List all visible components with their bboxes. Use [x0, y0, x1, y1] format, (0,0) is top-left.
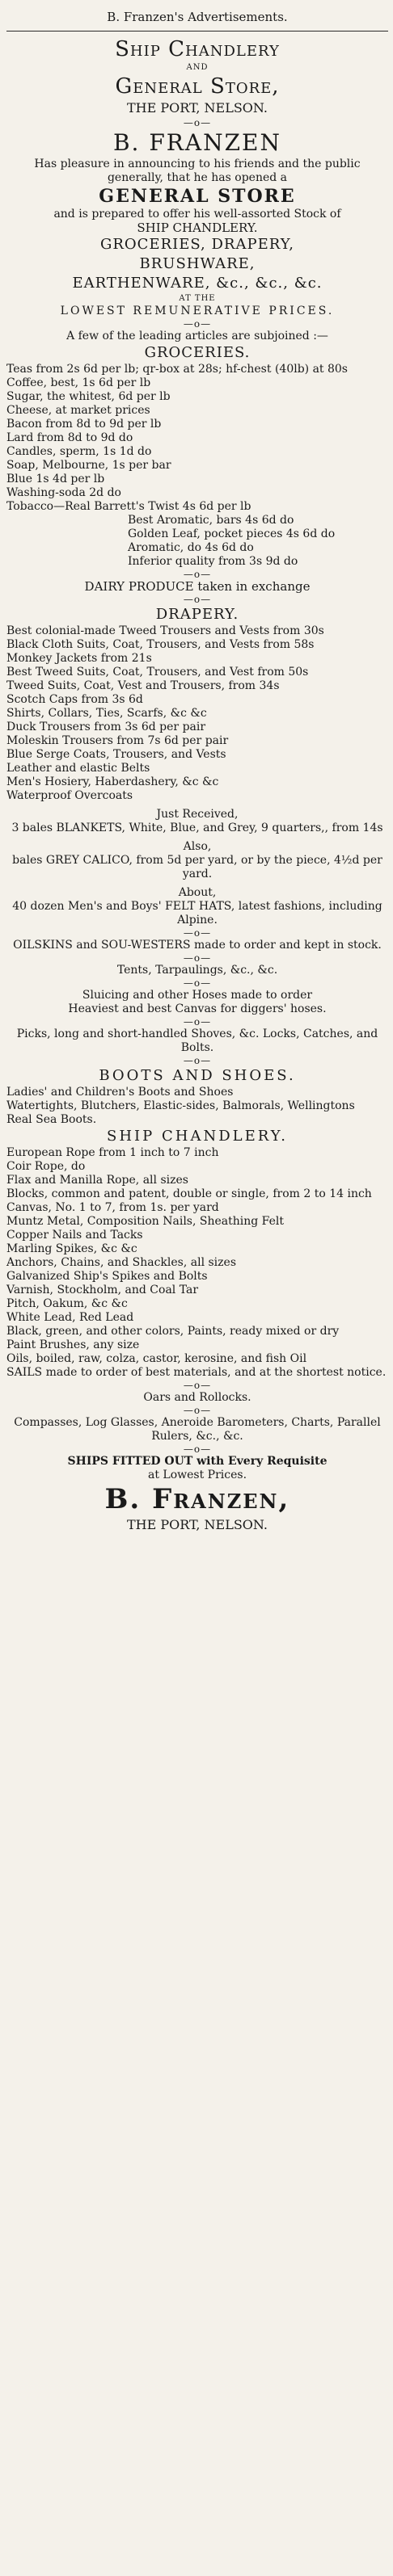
list-item: Monkey Jackets from 21s: [6, 652, 152, 665]
canvas-line: Heaviest and best Canvas for diggers' hoses.: [68, 1002, 327, 1015]
list-item: Waterproof Overcoats: [6, 789, 133, 802]
separator: —o—: [183, 318, 212, 330]
masthead-ship-chandlery: Ship Chandlery: [115, 37, 280, 61]
list-item: Marling Spikes, &c &c: [6, 1242, 137, 1255]
list-item: Shirts, Collars, Ties, Scarfs, &c &c: [6, 707, 207, 720]
list-item: Varnish, Stockholm, and Coal Tar: [6, 1284, 199, 1296]
list-item: Duck Trousers from 3s 6d per pair: [6, 721, 206, 733]
list-item: Soap, Melbourne, 1s per bar: [6, 459, 171, 472]
stock-intro: and is prepared to offer his well-assorted Stock of: [53, 208, 341, 221]
list-item: Coir Rope, do: [6, 1160, 86, 1173]
categories-line-1: GROCERIES, DRAPERY,: [99, 236, 295, 253]
sails-line: SAILS made to order of best materials, and at the shortest notice.: [6, 1366, 387, 1379]
list-item: Canvas, No. 1 to 7, from 1s. per yard: [6, 1201, 219, 1214]
prices-line: LOWEST REMUNERATIVE PRICES.: [60, 305, 335, 317]
compasses-line: Compasses, Log Glasses, Aneroide Barometers, Charts, Parallel Rulers, &c., &c.: [14, 1416, 381, 1443]
list-item: Oils, boiled, raw, colza, castor, kerosine, and fish Oil: [6, 1352, 307, 1365]
list-item: Aromatic, do 4s 6d do: [128, 541, 254, 554]
divider: [6, 31, 388, 32]
oars-line: Oars and Rollocks.: [143, 1391, 251, 1404]
list-item: Teas from 2s 6d per lb; qr-box at 28s; hf-chest (40lb) at 80s: [6, 363, 348, 376]
list-item: Moleskin Trousers from 7s 6d per pair: [6, 734, 229, 747]
list-item: Best Aromatic, bars 4s 6d do: [128, 514, 294, 527]
drapery-list: [6, 624, 388, 803]
at-the-label: AT THE: [179, 294, 216, 303]
list-item: Lard from 8d to 9d do: [6, 431, 133, 444]
list-item: White Lead, Red Lead: [6, 1311, 134, 1324]
list-item: Real Sea Boots.: [6, 1113, 97, 1126]
ships-fitted-line: SHIPS FITTED OUT with Every Requisite: [67, 1455, 328, 1468]
list-item: Blocks, common and patent, double or single, from 2 to 14 inch: [6, 1187, 372, 1200]
list-item: Tweed Suits, Coat, Vest and Trousers, from 34s: [6, 679, 280, 692]
categories-line-3: EARTHENWARE, &c., &c., &c.: [72, 275, 323, 292]
chandlery-list: [6, 1146, 388, 1366]
masthead-general-store: General Store,: [115, 74, 280, 99]
list-item: Candles, sperm, 1s 1d do: [6, 445, 152, 458]
list-item: Best Tweed Suits, Coat, Trousers, and Vest from 50s: [6, 666, 309, 679]
footer-proprietor-name: B. Franzen,: [104, 1483, 290, 1515]
list-item: Golden Leaf, pocket pieces 4s 6d do: [128, 527, 336, 540]
masthead-location: THE PORT, NELSON.: [127, 100, 268, 116]
general-store-heading: GENERAL STORE: [99, 186, 296, 207]
about-label: About,: [178, 886, 217, 899]
list-item: Sugar, the whitest, 6d per lb: [6, 390, 171, 403]
list-item: Black Cloth Suits, Coat, Trousers, and Vests from 58s: [6, 638, 315, 651]
list-item: Blue Serge Coats, Trousers, and Vests: [6, 748, 226, 761]
list-item: Bacon from 8d to 9d per lb: [6, 418, 162, 431]
tents-line: Tents, Tarpaulings, &c., &c.: [116, 964, 278, 977]
just-received-label: Just Received,: [156, 808, 239, 821]
oilskins-line: OILSKINS and SOU-WESTERS made to order and kept in stock.: [13, 939, 382, 952]
list-item: Flax and Manilla Rope, all sizes: [6, 1174, 188, 1187]
dairy-produce-line: DAIRY PRODUCE taken in exchange: [84, 579, 311, 594]
list-item: Coffee, best, 1s 6d per lb: [6, 376, 151, 389]
separator: —o—: [183, 1055, 212, 1066]
list-item: Blue 1s 4d per lb: [6, 473, 105, 485]
picks-line: Picks, long and short-handled Shoves, &c. Locks, Catches, and Bolts.: [16, 1027, 378, 1054]
list-item: Ladies' and Children's Boots and Shoes: [6, 1086, 234, 1099]
list-item: Best colonial-made Tweed Trousers and Vests from 30s: [6, 624, 324, 637]
announcement-text: Has pleasure in announcing to his friends and the public generally, that he has opened a: [34, 158, 361, 184]
lowest-prices-line: at Lowest Prices.: [147, 1469, 247, 1481]
separator: —o—: [183, 1016, 212, 1027]
list-item: Cheese, at market prices: [6, 404, 150, 417]
blankets-line: 3 bales BLANKETS, White, Blue, and Grey, 9 quarters,, from 14s: [11, 822, 383, 834]
boots-heading: BOOTS AND SHOES.: [99, 1067, 296, 1084]
categories-line-2: BRUSHWARE,: [139, 255, 256, 272]
list-item: Leather and elastic Belts: [6, 762, 150, 775]
proprietor-name: B. FRANZEN: [112, 129, 281, 156]
chandlery-heading: SHIP CHANDLERY.: [107, 1128, 288, 1145]
list-item: Men's Hosiery, Haberdashery, &c &c: [6, 775, 219, 788]
separator: —o—: [183, 977, 212, 989]
list-item: Tobacco—Real Barrett's Twist 4s 6d per lb: [6, 500, 251, 513]
drapery-heading: DRAPERY.: [155, 606, 239, 623]
separator: —o—: [183, 117, 212, 128]
separator: —o—: [183, 1405, 212, 1416]
separator: —o—: [183, 952, 212, 964]
list-item: Pitch, Oakum, &c &c: [6, 1297, 128, 1310]
footer-location: THE PORT, NELSON.: [127, 1517, 268, 1532]
list-item: European Rope from 1 inch to 7 inch: [6, 1146, 219, 1159]
felt-hats-line: 40 dozen Men's and Boys' FELT HATS, latest fashions, including Alpine.: [12, 900, 382, 927]
list-item: Black, green, and other colors, Paints, ready mixed or dry: [6, 1325, 340, 1338]
list-item: Anchors, Chains, and Shackles, all sizes: [6, 1256, 237, 1269]
list-item: Galvanized Ship's Spikes and Bolts: [6, 1270, 208, 1283]
separator: —o—: [183, 594, 212, 605]
list-item: Washing-soda 2d do: [6, 486, 121, 499]
boots-list: [6, 1086, 388, 1127]
list-item: Paint Brushes, any size: [6, 1338, 140, 1351]
ship-chandlery-text: SHIP CHANDLERY.: [137, 221, 258, 235]
subjoined-line: A few of the leading articles are subjoined :—: [66, 330, 328, 342]
calico-line: bales GREY CALICO, from 5d per yard, or by the piece, 4½d per yard.: [12, 854, 382, 880]
list-item: Muntz Metal, Composition Nails, Sheathing Felt: [6, 1215, 285, 1228]
groceries-list: [6, 363, 388, 569]
masthead-and: AND: [186, 63, 209, 72]
separator: —o—: [183, 1380, 212, 1391]
page-header: B. Franzen's Advertisements.: [107, 10, 288, 24]
list-item: Copper Nails and Tacks: [6, 1229, 143, 1242]
separator: —o—: [183, 927, 212, 939]
list-item: Inferior quality from 3s 9d do: [128, 555, 298, 568]
separator: —o—: [183, 1443, 212, 1455]
separator: —o—: [183, 569, 212, 580]
groceries-heading: GROCERIES.: [144, 344, 251, 361]
also-label: Also,: [183, 840, 212, 853]
list-item: Scotch Caps from 3s 6d: [6, 693, 143, 706]
list-item: Watertights, Blutchers, Elastic-sides, Balmorals, Wellingtons: [6, 1099, 355, 1112]
sluicing-line: Sluicing and other Hoses made to order: [82, 989, 313, 1002]
